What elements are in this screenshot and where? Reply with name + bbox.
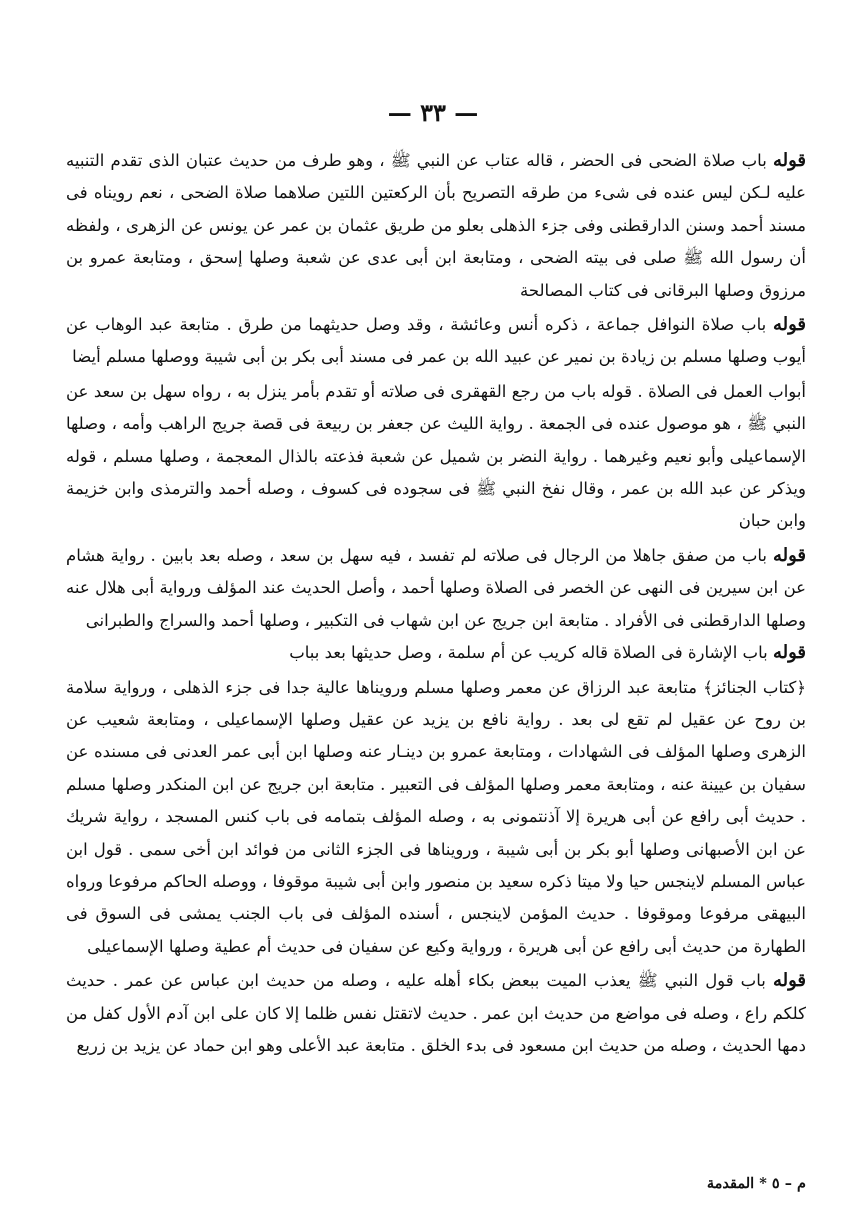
- page-number: — ٣٣ —: [387, 98, 479, 127]
- paragraph-text: ﴿كتاب الجنائز﴾ متابعة عبد الرزاق عن معمر وصلها مسلم ورويناها عالية جدا فى جزء الذهلى ، ورواية سلامة بن روح عن عقيل لم تقع لى بعد . رواية نافع بن يزيد عن عقيل وصلها الإسماعيلى ، ومتابعة شعيب عن الزهرى وصلها المؤلف فى الشهادات ، ومتابعة عمرو بن دينـار عنه وصلها ابن أبى عمر العدنى فى مسنده عن سفيان بن عيينة عنه ، ومتابعة معمر وصلها المؤلف فى التعبير . متابعة ابن جريج عن ابن المنكدر وصلها مسلم . حديث أبى رافع عن أبى هريرة إلا آذنتمونى به ، وصله المؤلف بتمامه فى باب كنس المسجد ، رواية شريك عن ابن الأصبهانى وصلها أبو بكر بن أبى شيبة ، ورويناها فى الجزء الثانى من فوائد ابن أخى سمى . قول ابن عباس المسلم لاينجس حيا ولا ميتا ذكره سعيد بن منصور وابن أبى شيبة موقوفا ، ووصله الحاكم مرفوعا ورواه البيهقى مرفوعا وموقوفا . حديث المؤمن لاينجس ، أسنده المؤلف فى باب الجنب يمشى فى السوق فى الطهارة من حديث أبى رافع عن أبى هريرة ، ورواية وكيع عن سفيان فى حديث أم عطية وصلها الإسماعيلى: [66, 677, 806, 956]
- keyword-qawluhu: قوله: [772, 970, 806, 992]
- paragraph-clapping: [66, 540, 806, 637]
- paragraph-work-in-prayer: [66, 376, 806, 538]
- paragraph-text: باب من صفق جاهلا من الرجال فى صلاته لم تفسد ، فيه سهل بن سعد ، وصله بعد بابين . رواية هشام عن ابن سيرين فى النهى عن الخصر فى الصلاة وصلها أحمد ، وأصل الحديث عند المؤلف ورواية أبى هلال عنه وصلها الدارقطنى فى الأفراد . متابعة ابن جريج عن ابن شهاب فى التكبير ، وصلها أحمد والسراج والطبرانى: [66, 545, 806, 630]
- paragraph-text: باب قول النبي ﷺ يعذب الميت ببعض بكاء أهله عليه ، وصله من حديث ابن عباس عن عمر . حديث كلكم راع ، وصله فى مواضع من حديث ابن عمر . حديث لاتقتل نفس ظلما إلا كان على ابن آدم الأول كفل من دمها الحديث ، وصله من حديث ابن مسعود فى بدء الخلق . متابعة عبد الأعلى وهو ابن حماد عن يزيد بن زريع: [66, 971, 806, 1055]
- main-text: [66, 145, 806, 1062]
- paragraph-text: أبواب العمل فى الصلاة . قوله باب من رجع القهقرى فى صلاته أو تقدم بأمر ينزل به ، رواه سهل بن سعد عن النبي ﷺ ، هو موصول عنده فى الجمعة . رواية الليث عن جعفر بن ربيعة فى قصة جريج الراهب وأمه ، وصلها الإسماعيلى وأبو نعيم وغيرهما . رواية النضر بن شميل عن شعبة فذعته بالذال المعجمة ، وصلها مسلم ، قوله ويذكر عن عبد الله بن عمر ، وقال نفخ النبي ﷺ فى سجوده فى كسوف ، وصله أحمد والترمذى وابن خزيمة وابن حبان: [66, 381, 806, 531]
- paragraph-text: باب الإشارة فى الصلاة قاله كريب عن أم سلمة ، وصل حديثها بعد بباب: [289, 643, 768, 663]
- paragraph-gesture: [66, 637, 806, 669]
- footer-signature: م – ٥ * المقدمة: [706, 1175, 806, 1192]
- keyword-qawluhu: قوله: [772, 150, 807, 171]
- paragraph-text: باب صلاة الضحى فى الحضر ، قاله عتاب عن النبي ﷺ ، وهو طرف من حديث عتبان الذى تقدم التنبيه عليه لـكن ليس عنده فى شىء من طرقه التصريح بأن الركعتين اللتين صلاهما صلاة الضحى ، نعم رويناه فى مسند أحمد وسنن الدارقطنى وفى جزء الذهلى بعلو من طريق عثمان بن عمر عن يونس عن الزهرى ، ولفظه أن رسول الله ﷺ صلى فى بيته الضحى ، ومتابعة ابن أبى عدى عن شعبة وصلها إسحق ، ومتابعة عمرو بن مرزوق وصلها البرقانى فى كتاب المصالحة: [66, 151, 806, 300]
- paragraph-nawafil-prayer: [66, 309, 806, 374]
- keyword-qawluhu: قوله: [772, 544, 806, 566]
- paragraph-mourning: [66, 965, 806, 1062]
- paragraph-duha-prayer: [66, 145, 806, 307]
- keyword-qawluhu: قوله: [772, 314, 806, 336]
- paragraph-text: باب صلاة النوافل جماعة ، ذكره أنس وعائشة ، وقد وصل حديثهما من طرق . متابعة عبد الوهاب عن أيوب وصلها مسلم بن زيادة بن نمير عن عبيد الله بن عمر فى مسند أبى بكر بن أبى شيبة ووصلها مسلم أيضا: [66, 315, 806, 367]
- keyword-qawluhu: قوله: [772, 642, 806, 664]
- paragraph-funerals: [66, 672, 806, 964]
